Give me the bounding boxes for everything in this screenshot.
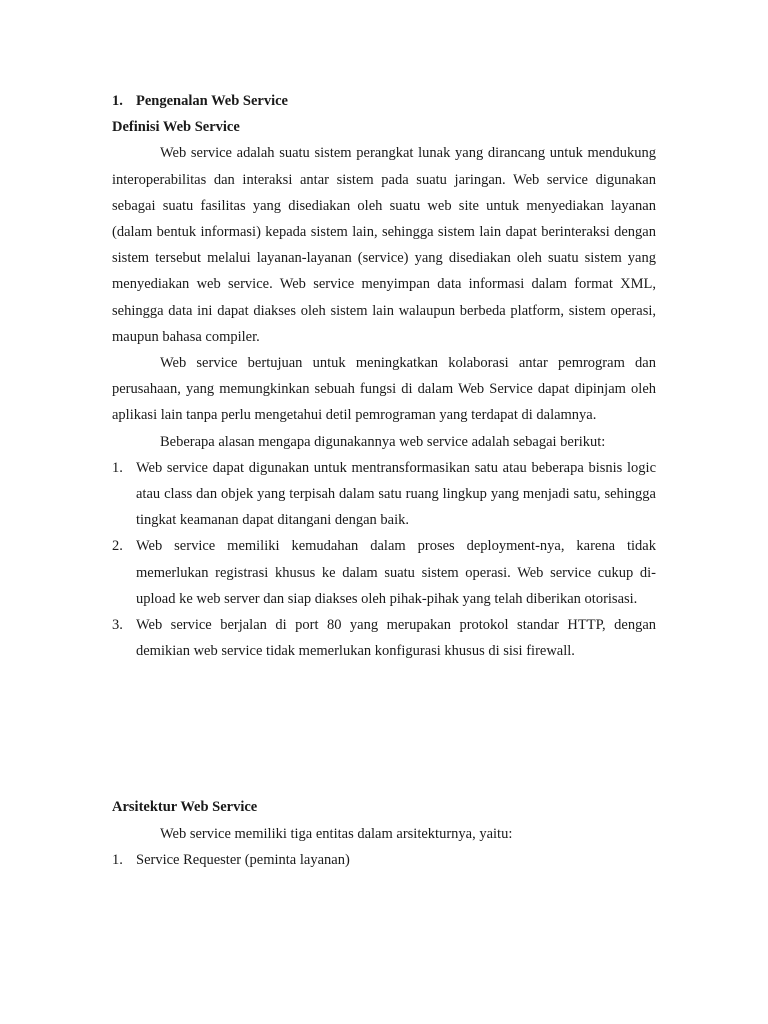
list-item-number: 3.: [112, 617, 123, 634]
paragraph-reasons-intro: Beberapa alasan mengapa digunakannya web service adalah sebagai berikut:: [160, 433, 606, 450]
list-item-number: 1.: [112, 459, 123, 476]
list-item: [112, 533, 656, 612]
section-number: 1.: [112, 93, 123, 109]
list-item-text: Web service berjalan di port 80 yang merupakan protokol standar HTTP, dengan demikian web service tidak memerlukan konfigurasi khusus di sisi firewall.: [136, 617, 656, 660]
section-title: Pengenalan Web Service: [136, 93, 288, 109]
paragraph-architecture-intro: Web service memiliki tiga entitas dalam arsitekturnya, yaitu:: [160, 825, 513, 842]
paragraph-definition: Web service adalah suatu sistem perangkat lunak yang dirancang untuk mendukung interoperabilitas dan interaksi antar sistem pada suatu jaringan. Web service digunakan sebagai suatu fasilitas yang disediakan oleh suatu web site untuk menyediakan layanan (dalam bentuk informasi) kepada sistem lain, sehingga sistem lain dapat berinteraksi dengan sistem tersebut melalui layanan-layanan (service) yang disediakan oleh suatu sistem yang menyediakan web service. Web service menyimpan data informasi dalam format XML, sehingga data ini dapat diakses oleh sistem lain walaupun berbeda platform, sistem operasi, maupun bahasa compiler.: [112, 145, 656, 345]
list-item-text: Web service memiliki kemudahan dalam proses deployment-nya, karena tidak memerlukan registrasi khusus ke dalam suatu sistem operasi. Web service cukup di-upload ke web server dan siap diakses oleh pihak-pihak yang telah diberikan otorisasi.: [136, 538, 656, 607]
list-item-number: 1.: [112, 851, 123, 868]
section-heading: [112, 88, 656, 114]
list-item: [112, 612, 656, 664]
list-item-text: Service Requester (peminta layanan): [136, 851, 350, 868]
document-body: [112, 88, 656, 873]
blank-space: [112, 664, 656, 794]
list-item-number: 2.: [112, 538, 123, 555]
paragraph-purpose: Web service bertujuan untuk meningkatkan kolaborasi antar pemrogram dan perusahaan, yang memungkinkan sebuah fungsi di dalam Web Service dapat dipinjam oleh aplikasi lain tanpa perlu mengetahui detil pemrograman yang terdapat di dalamnya.: [112, 355, 656, 424]
list-item: [112, 455, 656, 534]
list-item-text: Web service dapat digunakan untuk mentransformasikan satu atau beberapa bisnis logic atau class dan objek yang terpisah dalam satu ruang lingkup yang menjadi satu, sehingga tingkat keamanan dapat ditangani dengan baik.: [136, 459, 656, 529]
entities-list: [112, 847, 656, 873]
subsection-heading-definition: Definisi Web Service: [112, 119, 240, 136]
subsection-heading-architecture: Arsitektur Web Service: [112, 799, 258, 816]
list-item: [112, 847, 656, 873]
reasons-list: [112, 455, 656, 665]
